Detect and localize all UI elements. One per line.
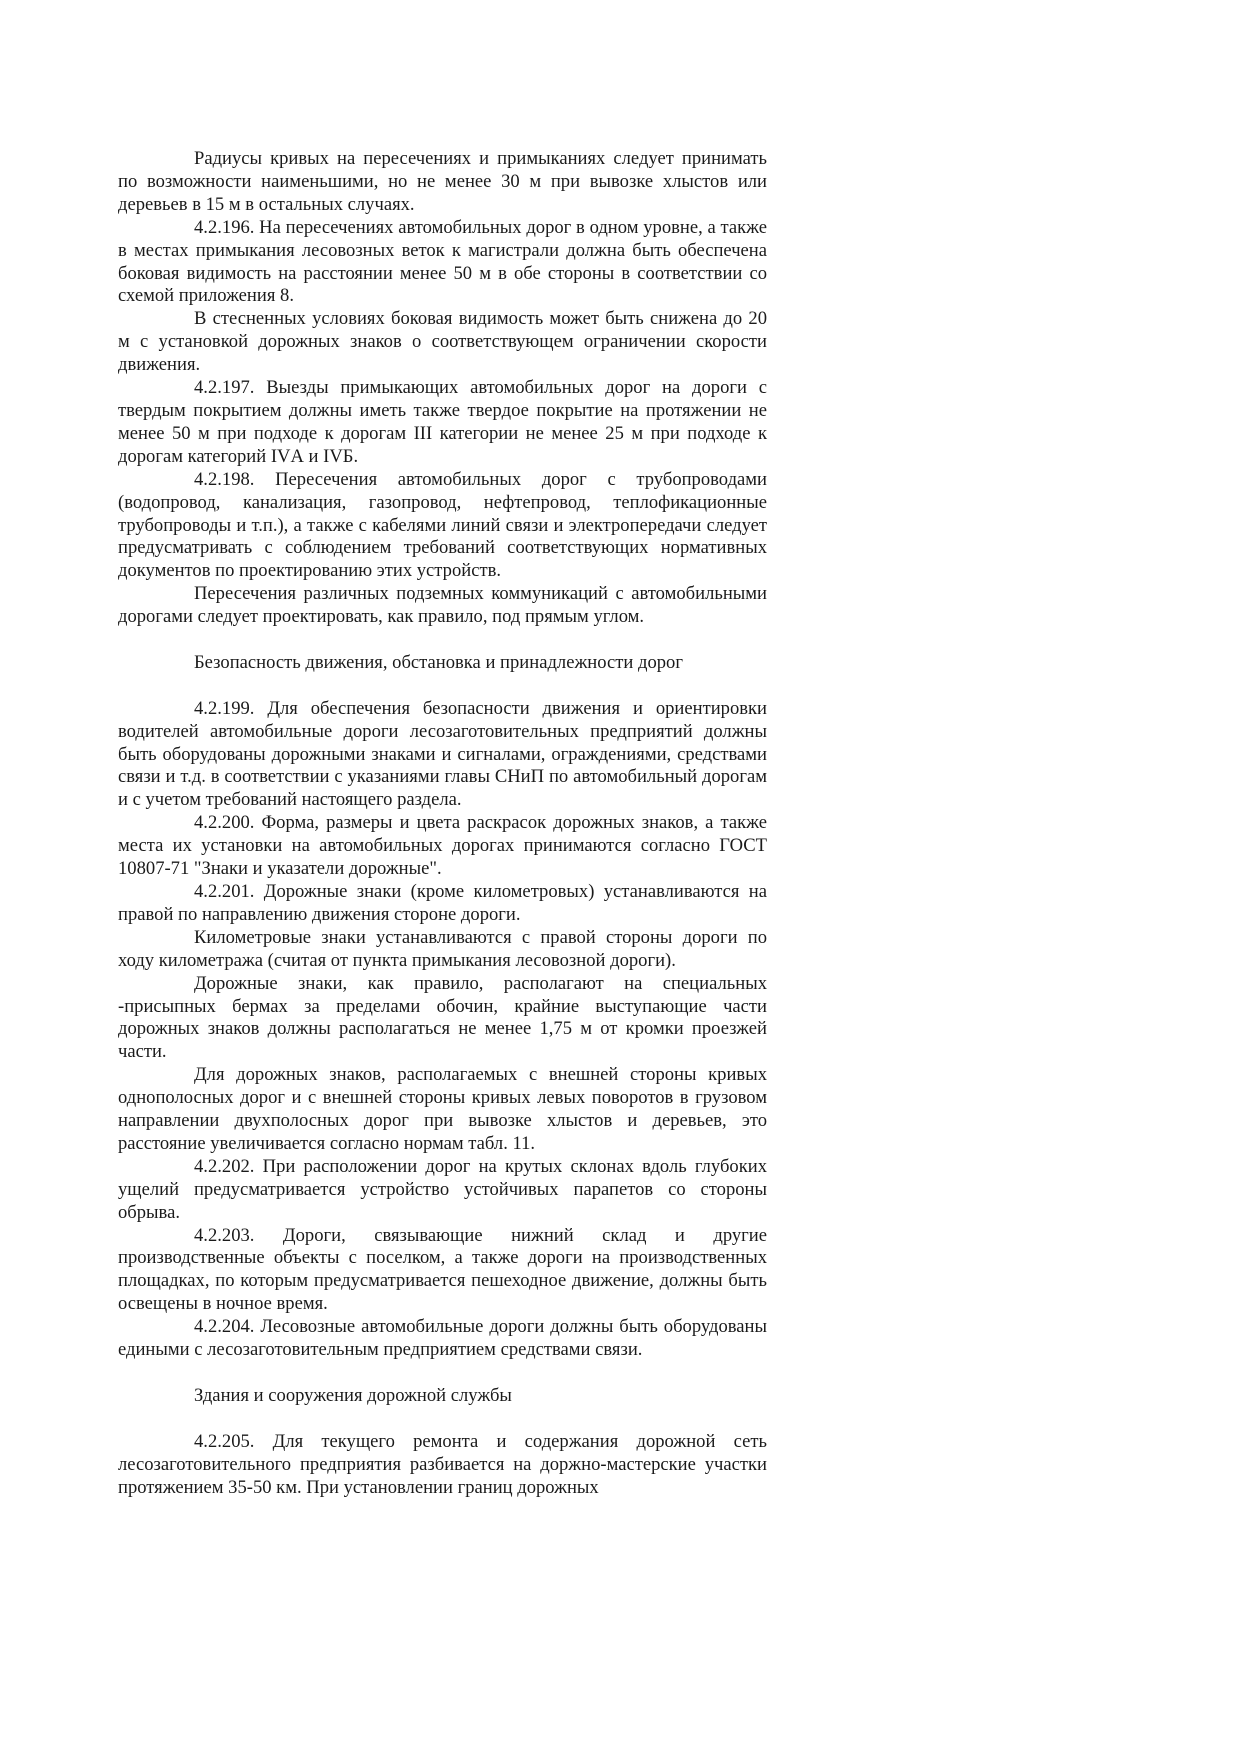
paragraph-4-2-197: 4.2.197. Выезды примыкающих автомобильных дорог на дороги с твердым покрытием должны иметь также твердое покрытие на протяжении не менее 50 м при подходе к дорогам III категории не менее 25 м при подходе к дорогам категорий IVА и IVБ. [118, 377, 767, 467]
paragraph-restricted-visibility: В стесненных условиях боковая видимость может быть снижена до 20 м с установкой дорожных знаков о соответствующем ограничении скорости движения. [118, 308, 767, 376]
paragraph-4-2-196: 4.2.196. На пересечениях автомобильных дорог в одном уровне, а также в местах примыкания лесовозных веток к магистрали должна быть обеспечена боковая видимость на расстоянии менее 50 м в обе стороны в соответствии со схемой приложения 8. [118, 216, 767, 307]
document-page [118, 148, 767, 1499]
section-heading-road-service-buildings: Здания и сооружения дорожной службы [194, 1384, 512, 1406]
paragraph-sign-placement: Дорожные знаки, как правило, располагают на специальных -присыпных бермах за пределами обочин, крайние выступающие части дорожных знаков должны располагаться не менее 1,75 м от кромки проезжей части. [118, 972, 767, 1063]
paragraph-4-2-198: 4.2.198. Пересечения автомобильных дорог с трубопроводами (водопровод, канализация, газопровод, нефтепровод, теплофикационные трубопроводы и т.п.), а также с кабелями линий связи и электропередачи следует предусматривать с соблюдением требований соответствующих нормативных документов по проектированию этих устройств. [118, 468, 767, 582]
paragraph-outer-curve-signs: Для дорожных знаков, располагаемых с внешней стороны кривых однополосных дорог и с внешней стороны кривых левых поворотов в грузовом направлении двухполосных дорог при вывозке хлыстов и деревьев, это расстояние увеличивается согласно нормам табл. 11. [118, 1064, 767, 1154]
paragraph-4-2-203: 4.2.203. Дороги, связывающие нижний склад и другие производственные объекты с поселком, а также дороги на производственных площадках, по которым предусматривается пешеходное движение, должны быть освещены в ночное время. [118, 1224, 767, 1315]
paragraph-4-2-205: 4.2.205. Для текущего ремонта и содержания дорожной сеть лесозаготовительного предприятия разбивается на доржно-мастерские участки протяжением 35-50 км. При установлении границ дорожных [118, 1430, 767, 1498]
paragraph-kilometer-signs: Километровые знаки устанавливаются с правой стороны дороги по ходу километража (считая от пункта примыкания лесовозной дороги). [118, 926, 767, 971]
paragraph-4-2-204: 4.2.204. Лесовозные автомобильные дороги должны быть оборудованы едиными с лесозаготовительным предприятием средствами связи. [118, 1316, 767, 1361]
paragraph-underground-crossings: Пересечения различных подземных коммуникаций с автомобильными дорогами следует проектировать, как правило, под прямым углом. [118, 583, 767, 628]
paragraph-4-2-202: 4.2.202. При расположении дорог на крутых склонах вдоль глубоких ущелий предусматривается устройство устойчивых парапетов со стороны обрыва. [118, 1155, 767, 1223]
section-heading-traffic-safety: Безопасность движения, обстановка и принадлежности дорог [194, 651, 683, 673]
paragraph-4-2-201: 4.2.201. Дорожные знаки (кроме километровых) устанавливаются на правой по направлению движения стороне дороги. [118, 880, 767, 925]
paragraph-4-2-199: 4.2.199. Для обеспечения безопасности движения и ориентировки водителей автомобильные дороги лесозаготовительных предприятий должны быть оборудованы дорожными знаками и сигналами, ограждениями, средствами связи и т.д. в соответствии с указаниями главы СНиП по автомобильный дорогам и с учетом требований настоящего раздела. [118, 697, 767, 811]
paragraph-curve-radii: Радиусы кривых на пересечениях и примыканиях следует принимать по возможности наименьшими, но не менее 30 м при вывозке хлыстов или деревьев в 15 м в остальных случаях. [118, 148, 767, 215]
paragraph-4-2-200: 4.2.200. Форма, размеры и цвета раскрасок дорожных знаков, а также места их установки на автомобильных дорогах принимаются согласно ГОСТ 10807-71 "Знаки и указатели дорожные". [118, 812, 767, 880]
